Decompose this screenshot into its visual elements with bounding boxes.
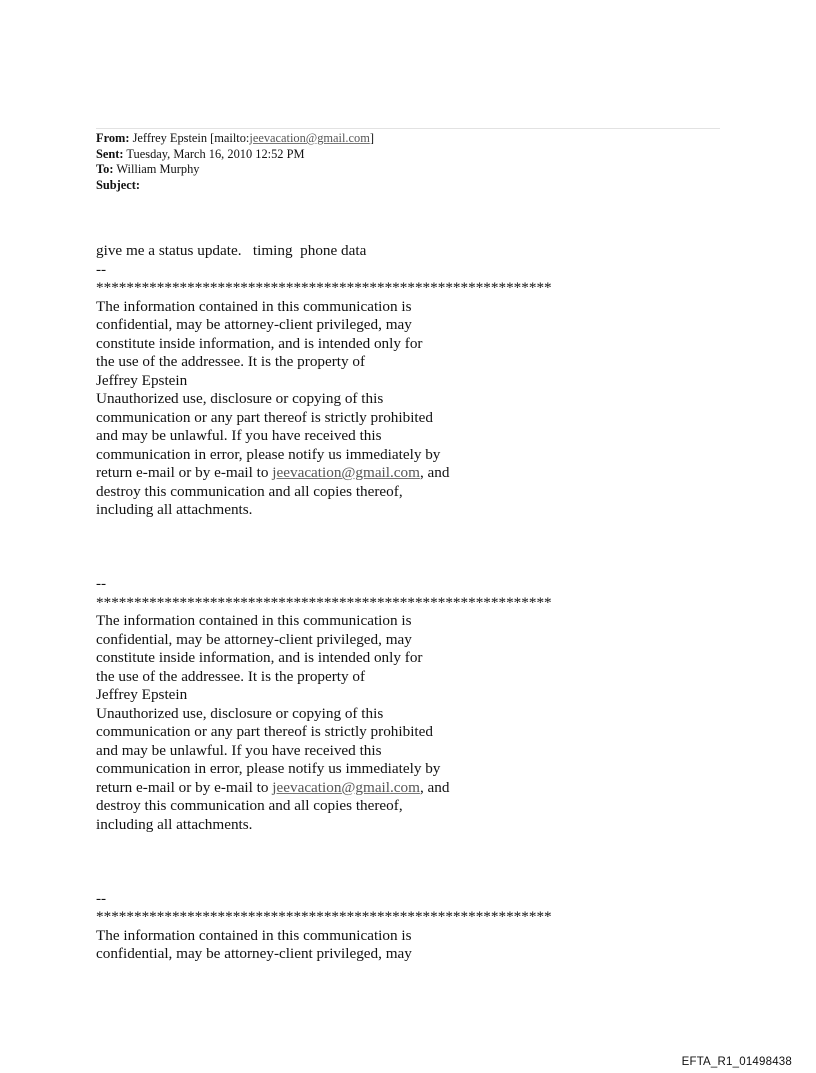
message-text: give me a status update. timing phone data [96, 242, 367, 259]
stars-line: ************************************************************ [96, 279, 552, 296]
disclaimer-line: The information contained in this communication is [96, 297, 412, 315]
disclaimer-line: constitute inside information, and is intended only for [96, 649, 423, 666]
disclaimer-block [96, 298, 696, 520]
return-prefix: return e-mail or by e-mail to [96, 464, 273, 481]
disclaimer-line: and may be unlawful. If you have received this [96, 427, 382, 444]
return-suffix: , and [419, 778, 450, 796]
to-row [96, 162, 374, 178]
disclaimer-line: including all attachments. [96, 815, 253, 833]
spacer [96, 520, 696, 576]
sent-label: Sent: [96, 146, 124, 161]
to-label: To: [96, 162, 114, 177]
disclaimer-line: Jeffrey Epstein [96, 686, 188, 703]
disclaimer-line: Jeffrey Epstein [96, 371, 188, 389]
disclaimer-line: destroy this communication and all copies thereof, [96, 482, 403, 500]
disclaimer-line: confidential, may be attorney-client privileged, may [96, 316, 412, 333]
disclaimer-line: Unauthorized use, disclosure or copying of this [96, 704, 384, 722]
email-body [96, 242, 696, 964]
subject-row [96, 178, 374, 194]
disclaimer-line: including all attachments. [96, 501, 253, 518]
disclaimer-return-line [96, 779, 696, 798]
stars-line: ************************************************************ [96, 593, 552, 611]
subject-label: Subject: [96, 177, 141, 192]
disclaimer-line: The information contained in this communication is [96, 926, 412, 944]
disclaimer-line: the use of the addressee. It is the property of [96, 353, 366, 370]
disclaimer-line: destroy this communication and all copies thereof, [96, 797, 403, 814]
disclaimer-line: Unauthorized use, disclosure or copying of this [96, 390, 384, 407]
return-email-link[interactable]: jeevacation@gmail.com [272, 778, 420, 796]
from-row [96, 131, 374, 147]
sent-row [96, 147, 374, 163]
separator: -- [96, 260, 107, 278]
from-label: From: [96, 131, 130, 145]
from-name: Jeffrey Epstein [mailto: [132, 131, 250, 145]
disclaimer-line: The information contained in this communication is [96, 612, 412, 629]
disclaimer-line: communication in error, please notify us immediately by [96, 445, 441, 463]
spacer [96, 834, 696, 890]
return-suffix: , and [419, 464, 450, 481]
email-header [96, 131, 374, 193]
return-prefix: return e-mail or by e-mail to [96, 778, 273, 796]
disclaimer-line: constitute inside information, and is intended only for [96, 334, 423, 352]
disclaimer-line: communication or any part thereof is strictly prohibited [96, 408, 433, 426]
disclaimer-line: confidential, may be attorney-client privileged, may [96, 945, 412, 962]
to-value: William Murphy [116, 162, 200, 177]
from-email-link[interactable]: jeevacation@gmail.com [249, 131, 370, 145]
disclaimer-line: confidential, may be attorney-client privileged, may [96, 630, 412, 648]
disclaimer-line: communication or any part thereof is strictly prohibited [96, 723, 433, 740]
document-id: EFTA_R1_01498438 [681, 1056, 792, 1068]
separator: -- [96, 889, 107, 907]
from-close: ] [369, 131, 374, 145]
disclaimer-line: and may be unlawful. If you have received this [96, 741, 382, 759]
return-email-link[interactable]: jeevacation@gmail.com [272, 464, 420, 481]
header-divider [96, 128, 720, 129]
disclaimer-line: the use of the addressee. It is the property of [96, 667, 366, 685]
disclaimer-line: communication in error, please notify us immediately by [96, 760, 441, 777]
disclaimer-block [96, 612, 696, 834]
sent-value: Tuesday, March 16, 2010 12:52 PM [126, 146, 305, 161]
stars-line: ************************************************************ [96, 908, 552, 925]
disclaimer-return-line [96, 464, 696, 483]
separator: -- [96, 575, 107, 592]
